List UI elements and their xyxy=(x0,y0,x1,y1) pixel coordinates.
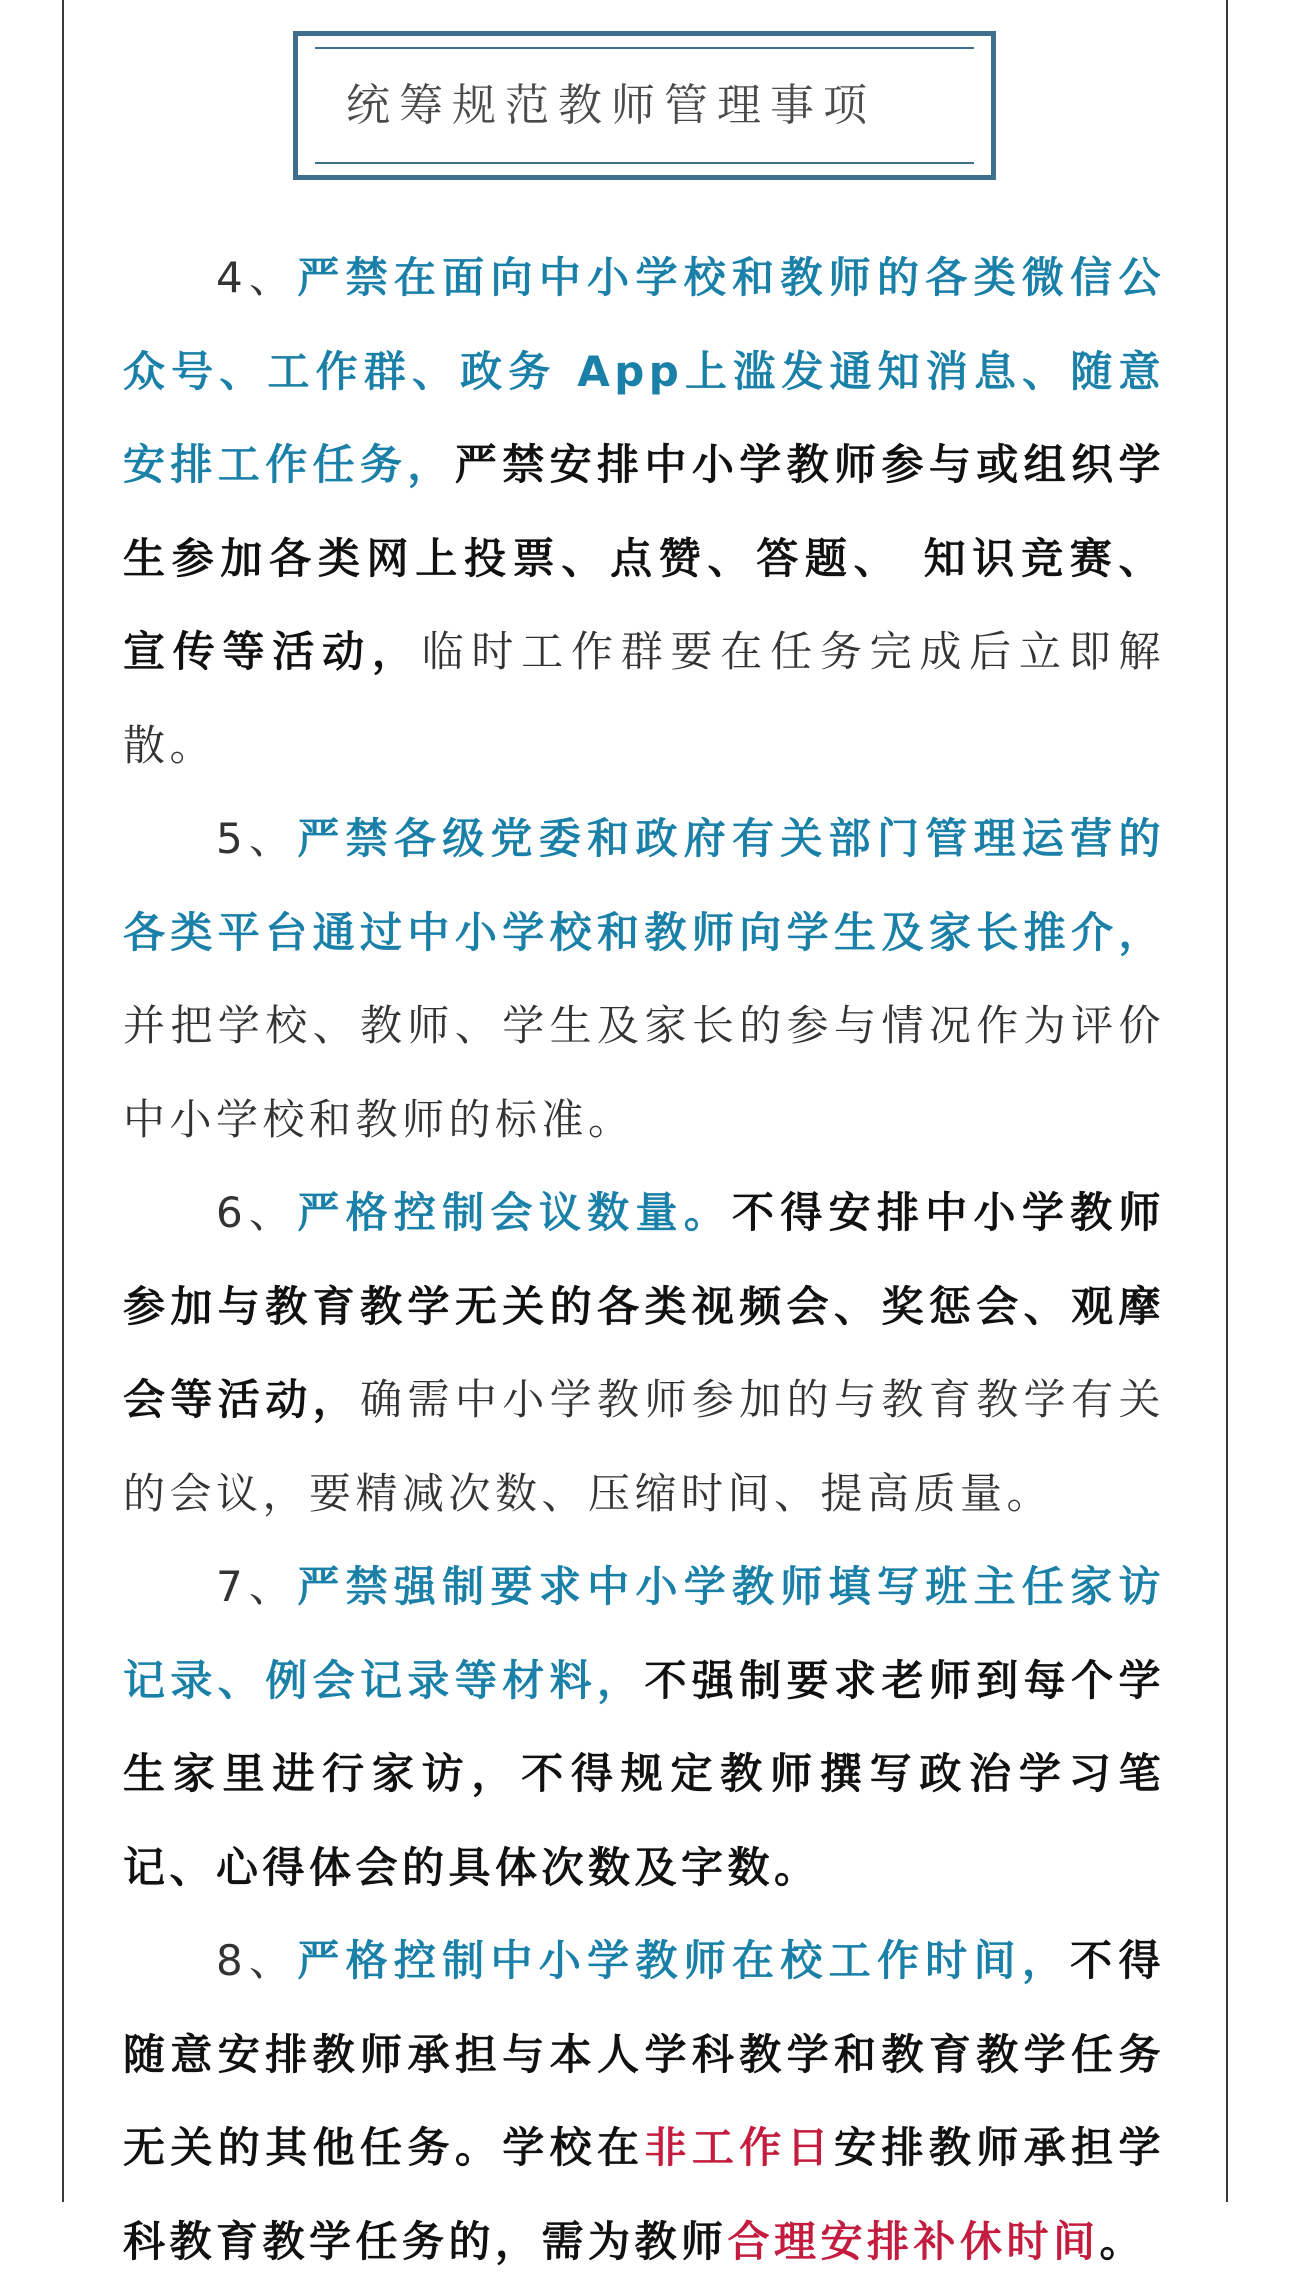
item-bold-text: 。 xyxy=(1099,2216,1147,2266)
item-bold-text: 安排教师承担学科教育教学任务的，需为教师 xyxy=(123,2123,1165,2266)
item-4 xyxy=(123,231,1165,792)
item-number: 5、 xyxy=(216,814,298,863)
item-number: 4、 xyxy=(216,253,298,302)
section-title: 统筹规范教师管理事项 xyxy=(346,80,876,131)
item-7 xyxy=(123,1540,1165,1914)
item-text: 临时工作群要在任务完成后立即解散。 xyxy=(123,627,1165,770)
item-text: 确需中小学教师参加的与教育教学有关的会议，要精减次数、压缩时间、提高质量。 xyxy=(123,1375,1165,1518)
item-bold-text: 不得随意安排教师承担与本人学科教学和教育教学任务无关的其他任务。学校在 xyxy=(123,1936,1165,2172)
item-highlight: 严禁在面向中小学校和教师的各类微信公众号、工作群、政务 App上滥发通知消息、随意安排工作任务， xyxy=(123,253,1165,489)
article-body xyxy=(123,231,1165,2288)
item-bold-text: 不得安排中小学教师参加与教育教学无关的各类视频会、奖惩会、观摩会等活动， xyxy=(123,1188,1165,1424)
item-number: 7、 xyxy=(216,1562,298,1611)
item-red-highlight: 合理安排补休时间 xyxy=(727,2216,1100,2266)
item-highlight: 严禁各级党委和政府有关部门管理运营的各类平台通过中小学校和教师向学生及家长推介， xyxy=(123,814,1165,957)
title-rule-bottom xyxy=(315,162,974,164)
item-highlight: 严禁强制要求中小学教师填写班主任家访记录、例会记录等材料， xyxy=(123,1562,1165,1705)
item-bold-text: 严禁安排中小学教师参与或组织学生参加各类网上投票、点赞、答题、 知识竞赛、宣传等活动， xyxy=(123,440,1165,676)
page-border-right xyxy=(1226,0,1228,2202)
item-highlight: 严格控制中小学教师在校工作时间， xyxy=(297,1936,1071,1985)
item-highlight: 严格控制会议数量。 xyxy=(297,1188,733,1237)
item-5 xyxy=(123,792,1165,1166)
item-8 xyxy=(123,1914,1165,2288)
item-bold-text: 不强制要求老师到每个学生家里进行家访，不得规定教师撰写政治学习笔记、心得体会的具体次数及字数。 xyxy=(123,1655,1165,1892)
item-number: 6、 xyxy=(216,1188,298,1237)
item-text: 并把学校、教师、学生及家长的参与情况作为评价中小学校和教师的标准。 xyxy=(123,1001,1165,1144)
item-6 xyxy=(123,1166,1165,1540)
title-rule-top xyxy=(315,47,974,49)
section-title-box xyxy=(293,31,996,180)
page-border-left xyxy=(62,0,64,2202)
item-red-highlight: 非工作日 xyxy=(644,2123,835,2172)
item-number: 8、 xyxy=(216,1936,298,1985)
